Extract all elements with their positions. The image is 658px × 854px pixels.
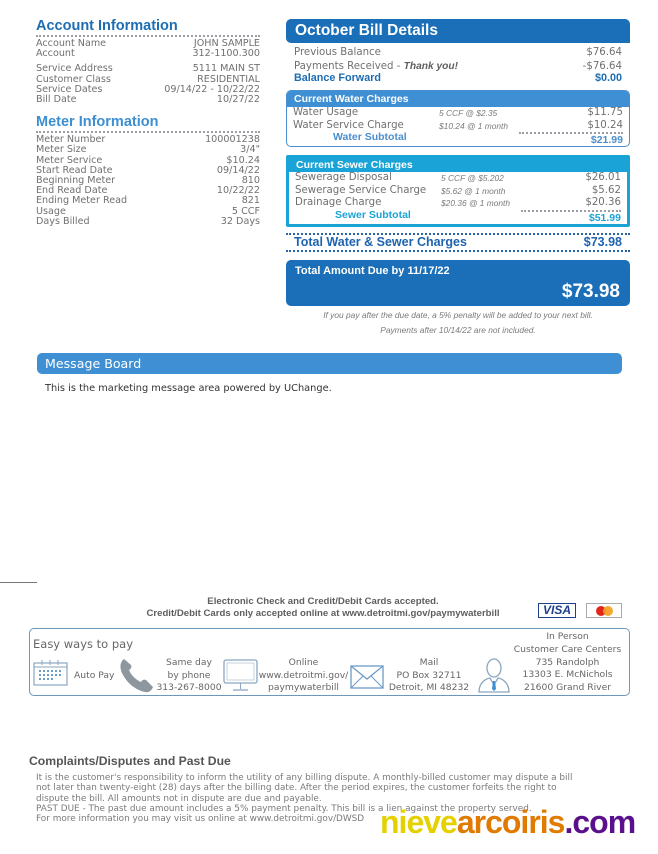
amount-due-label: Total Amount Due by 11/17/22	[295, 264, 450, 277]
penalty-note: If you pay after the due date, a 5% penalty will be added to your next bill.	[323, 309, 593, 320]
label: End Read Date	[36, 185, 108, 197]
meter-info-title: Meter Information	[36, 114, 159, 131]
payments-note: Payments after 10/14/22 are not included.	[380, 324, 536, 335]
charge-row	[289, 197, 627, 210]
watermark-logo	[380, 804, 635, 840]
computer-monitor-icon	[223, 659, 259, 693]
visa-logo-icon: VISA	[538, 603, 576, 618]
value: 10/22/22	[216, 185, 260, 197]
amount: $51.99	[521, 210, 621, 224]
amount: $20.36	[585, 197, 621, 208]
label: Bill Date	[36, 94, 77, 106]
label: Water Usage	[293, 107, 359, 118]
value: $76.64	[586, 47, 622, 58]
value: 100001238	[205, 134, 260, 146]
ways-to-pay-title: Easy ways to pay	[33, 637, 134, 651]
balance-forward-row	[286, 73, 630, 84]
ways-to-pay-box	[29, 628, 630, 696]
amount: $11.75	[587, 107, 623, 118]
label: Sewer Subtotal	[335, 208, 411, 221]
paragraph-line: dispute the bill. All amounts not in dispute are due and payable.	[36, 793, 322, 804]
total-charges-row	[286, 233, 630, 252]
rate: 5 CCF @ $2.35	[439, 108, 498, 118]
line: Customer Care Centers	[513, 643, 622, 655]
label: Payments Received -	[294, 60, 401, 72]
label: Service Address	[36, 63, 113, 75]
label: Water Service Charge	[293, 119, 404, 131]
line: In Person	[546, 631, 589, 642]
payment-accepted-text	[108, 596, 538, 620]
meter-row	[36, 217, 260, 227]
value: 09/14/22	[216, 164, 260, 176]
calendar-icon	[33, 658, 69, 686]
line: Same day	[166, 657, 212, 668]
online-url[interactable]: paymywaterbill	[268, 682, 339, 693]
message-board-title: Message Board	[37, 353, 622, 374]
label: Total Water & Sewer Charges	[294, 234, 467, 249]
account-info-title: Account Information	[36, 18, 178, 34]
label: Balance Forward	[294, 72, 382, 84]
water-charges-box	[286, 90, 630, 147]
watermark-part: nieve	[380, 804, 457, 840]
sewer-charges-title: Current Sewer Charges	[289, 158, 627, 172]
label: Customer Class	[36, 73, 111, 85]
water-charges-title: Current Water Charges	[287, 91, 629, 107]
sewer-charges-box	[286, 155, 630, 227]
phone-text	[154, 657, 224, 695]
rate: 5 CCF @ $5.202	[441, 173, 504, 183]
label: Days Billed	[36, 215, 90, 227]
label: Account	[36, 48, 75, 60]
sewer-subtotal-row	[289, 210, 627, 224]
divider	[0, 582, 37, 583]
bill-date-row	[36, 95, 260, 105]
address: 735 Randolph	[535, 656, 600, 668]
accept-line-1: Electronic Check and Credit/Debit Cards accepted.	[207, 596, 439, 607]
label: Beginning Meter	[36, 175, 116, 187]
complaints-title: Complaints/Disputes and Past Due	[29, 754, 231, 768]
label: Meter Size	[36, 144, 87, 156]
amount: $21.99	[519, 132, 623, 146]
payments-received-row	[286, 60, 630, 74]
in-person-text	[510, 631, 625, 695]
value: JOHN SAMPLE	[193, 38, 260, 49]
label: Start Read Date	[36, 164, 113, 176]
label: Sewerage Disposal	[295, 172, 392, 183]
label: Drainage Charge	[295, 197, 382, 208]
divider	[36, 131, 260, 133]
phone-number: 313-267-8000	[156, 682, 222, 693]
paragraph-line: For more information you may visit us online at www.detroitmi.gov/DWSD	[36, 814, 365, 825]
rate: $20.36 @ 1 month	[441, 198, 511, 208]
online-url[interactable]: www.detroitmi.gov/	[258, 669, 349, 681]
bill-details-title: October Bill Details	[286, 19, 630, 43]
previous-balance-row	[286, 46, 630, 60]
message-board-text: This is the marketing message area powered by UChange.	[45, 383, 332, 394]
label: Service Dates	[36, 83, 103, 95]
value: 3/4"	[240, 144, 260, 156]
water-subtotal-row	[287, 132, 629, 146]
value: $73.98	[583, 234, 622, 249]
line: Mail	[419, 657, 439, 668]
line: PO Box 32711	[396, 669, 462, 681]
charge-row	[289, 172, 627, 185]
label: Meter Service	[36, 154, 103, 166]
label: Usage	[36, 205, 66, 217]
value: 810	[241, 175, 260, 187]
address: 21600 Grand River	[523, 682, 612, 694]
value: RESIDENTIAL	[197, 73, 260, 85]
value: 09/14/22 - 10/22/22	[164, 83, 260, 95]
label: Account Name	[36, 38, 107, 49]
address: 13303 E. McNichols	[522, 669, 613, 681]
paragraph-line: PAST DUE - The past due amount includes a 5% payment penalty. This bill is a lien against the property served.	[36, 803, 532, 814]
amount-due-value: $73.98	[561, 280, 620, 302]
watermark-part: .com	[564, 804, 636, 840]
label: Water Subtotal	[333, 131, 407, 143]
rate: $10.24 @ 1 month	[439, 120, 509, 131]
line: by phone	[167, 669, 211, 681]
paragraph-line: It is the customer's responsibility to inform the utility of any billing dispute. A monthly-billed customer may dispute a bill	[36, 773, 573, 783]
amount-due-box	[286, 260, 630, 306]
value: 312-1100.300	[192, 48, 260, 60]
label: Sewerage Service Charge	[295, 184, 427, 196]
value: 10/27/22	[216, 94, 260, 106]
mastercard-logo-icon	[586, 603, 622, 618]
rate: $5.62 @ 1 month	[441, 185, 506, 196]
amount: $5.62	[591, 184, 621, 196]
account-number-row	[36, 49, 260, 59]
online-text[interactable]	[256, 657, 351, 695]
mail-text	[384, 657, 474, 695]
phone-icon	[118, 656, 156, 694]
label: Meter Number	[36, 134, 106, 146]
value: 821	[241, 195, 260, 207]
meter-row	[36, 196, 260, 206]
charge-row	[287, 107, 629, 120]
value: 5111 MAIN ST	[192, 63, 260, 75]
line: Online	[288, 657, 319, 668]
label: Previous Balance	[294, 47, 381, 58]
bill-details-panel	[286, 19, 630, 338]
value: -$76.64	[582, 60, 622, 72]
thank-you-text: Thank you!	[403, 60, 459, 72]
value: $10.24	[226, 154, 260, 166]
amount: $10.24	[587, 119, 623, 131]
charge-row	[289, 185, 627, 198]
value: 5 CCF	[231, 205, 260, 217]
divider	[36, 35, 260, 37]
account-panel	[36, 18, 260, 227]
watermark-part: arcoiris	[456, 804, 565, 840]
line: Detroit, MI 48232	[388, 682, 470, 693]
value: 32 Days	[220, 215, 260, 227]
label: Ending Meter Read	[36, 195, 128, 207]
person-icon	[476, 657, 512, 695]
paragraph-line: not later than twenty-eight (28) days after the billing date. After the period expires, the customer forfeits the right to	[36, 783, 557, 794]
accept-line-2: Credit/Debit Cards only accepted online at www.detroitmi.gov/paymywaterbill	[146, 608, 500, 619]
amount: $26.01	[585, 172, 621, 183]
envelope-icon	[350, 665, 384, 689]
autopay-label: Auto Pay	[74, 670, 115, 681]
value: $0.00	[594, 72, 622, 84]
